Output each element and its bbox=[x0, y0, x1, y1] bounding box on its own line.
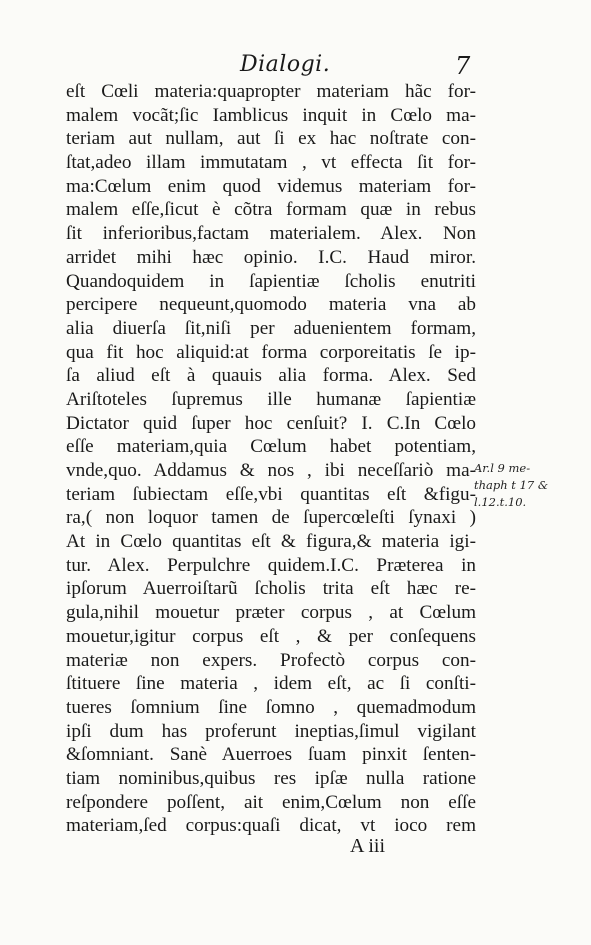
text-line: reſpondere poſſent, ait enim,Cœlum non eſſe bbox=[66, 791, 476, 813]
text-line: qua fit hoc aliquid:at forma corporeitatis ſe ip- bbox=[66, 341, 476, 363]
running-head: Dialogi. bbox=[240, 52, 331, 77]
text-line: eſt Cœli materia:quapropter materiam hãc for- bbox=[66, 81, 476, 102]
text-line: Quandoquidem in ſapientiæ ſcholis enutriti bbox=[66, 270, 476, 292]
text-line: percipere nequeunt,quomodo materia vna ab bbox=[66, 294, 476, 316]
text-line: ipſorum Auerroiſtarũ ſcholis trita eſt hæc re- bbox=[66, 578, 476, 600]
text-line: ſit inferioribus,factam materialem. Alex. Non bbox=[66, 223, 476, 245]
text-line: &ſomniant. Sanè Auerroes ſuam pinxit ſenten- bbox=[66, 744, 476, 766]
text-line: eſſe materiam,quia Cœlum habet potentiam, bbox=[66, 436, 476, 458]
text-line: Dictator quid ſuper hoc cenſuit? I. C.In Cœlo bbox=[66, 412, 476, 434]
text-line: teriam ſubiectam eſſe,vbi quantitas eſt &figu- bbox=[66, 483, 476, 505]
body-text bbox=[66, 80, 476, 838]
text-line: tiam nominibus,quibus res ipſæ nulla ratione bbox=[66, 767, 476, 789]
text-line: teriam aut nullam, aut ſi ex hac noſtrate con- bbox=[66, 128, 476, 150]
text-line: materiæ non expers. Profectò corpus con- bbox=[66, 649, 476, 671]
margin-note-line: thaph t 17 & bbox=[474, 478, 549, 492]
text-line: ipſi dum has proferunt ineptias,ſimul vigilant bbox=[66, 720, 476, 742]
text-line: ſtituere ſine materia , idem eſt, ac ſi conſti- bbox=[66, 673, 476, 695]
page-number: 7 bbox=[455, 52, 471, 80]
text-line: malem vocãt;ſic Iamblicus inquit in Cœlo ma- bbox=[66, 104, 476, 126]
text-line: ſa aliud eſt à quauis alia forma. Alex. Sed bbox=[66, 365, 476, 387]
text-line: ma:Cœlum enim quod videmus materiam for- bbox=[66, 175, 476, 197]
text-line: alia diuerſa ſit,niſi per aduenientem formam, bbox=[66, 317, 476, 339]
text-line: Ariſtoteles ſupremus ille humanæ ſapientiæ bbox=[66, 388, 476, 410]
text-line: materiam,ſed corpus:quaſi dicat, vt ioco rem bbox=[66, 815, 476, 837]
margin-note-line: l.12.t.10. bbox=[474, 495, 527, 509]
text-line: malem eſſe,ſicut è cõtra formam quæ in rebus bbox=[66, 199, 476, 221]
text-line: arridet mihi hæc opinio. I.C. Haud miror. bbox=[66, 246, 476, 268]
marginal-annotation bbox=[474, 460, 584, 511]
margin-note-line: Ar.l 9 me- bbox=[474, 461, 531, 475]
text-line: mouetur,igitur corpus eſt , & per conſequens bbox=[66, 625, 476, 647]
text-line: tueres ſomnium ſine ſomno , quemadmodum bbox=[66, 696, 476, 718]
signature-mark: A iii bbox=[350, 835, 386, 857]
text-line: gula,nihil mouetur præter corpus , at Cœlum bbox=[66, 602, 476, 624]
text-line: At in Cœlo quantitas eſt & figura,& materia igi- bbox=[66, 531, 476, 553]
text-line: ra,( non loquor tamen de ſupercœleſti ſynaxi ) bbox=[66, 507, 476, 529]
text-line: vnde,quo. Addamus & nos , ibi neceſſariò ma- bbox=[66, 460, 476, 481]
text-line: ſtat,adeo illam immutatam , vt effecta ſit for- bbox=[66, 152, 476, 174]
text-line: tur. Alex. Perpulchre quidem.I.C. Præterea in bbox=[66, 554, 476, 576]
